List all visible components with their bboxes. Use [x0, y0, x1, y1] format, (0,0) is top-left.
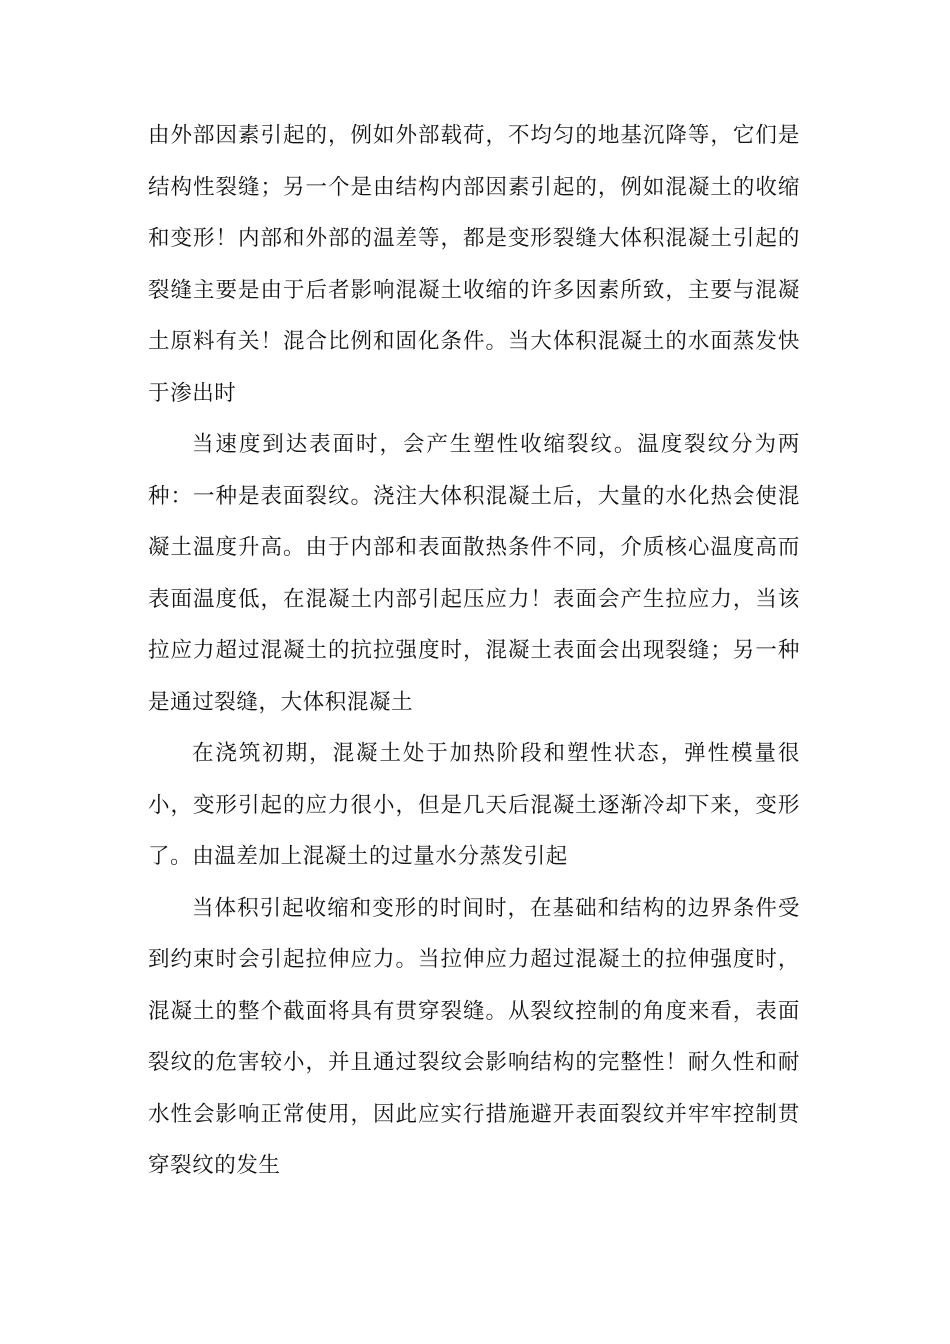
paragraph-4: 当体积引起收缩和变形的时间时，在基础和结构的边界条件受到约束时会引起拉伸应力。当拉伸应力超过混凝土的拉伸强度时，混凝土的整个截面将具有贯穿裂缝。从裂纹控制的角度来看，表面裂纹的危害较小，并且通过裂纹会影响结构的完整性！耐久性和耐水性会影响正常使用，因此应实行措施避开表面裂纹并牢牢控制贯穿裂纹的发生 — [148, 895, 800, 1178]
paragraph-2: 当速度到达表面时，会产生塑性收缩裂纹。温度裂纹分为两种：一种是表面裂纹。浇注大体积混凝土后，大量的水化热会使混凝土温度升高。由于内部和表面散热条件不同，介质核心温度高而表面温度低，在混凝土内部引起压应力！表面会产生拉应力，当该拉应力超过混凝土的抗拉强度时，混凝土表面会出现裂缝；另一种是通过裂缝，大体积混凝土 — [148, 432, 800, 715]
paragraph-3: 在浇筑初期，混凝土处于加热阶段和塑性状态，弹性模量很小，变形引起的应力很小，但是几天后混凝土逐渐冷却下来，变形了。由温差加上混凝土的过量水分蒸发引起 — [148, 741, 800, 869]
paragraph-1: 由外部因素引起的，例如外部载荷，不均匀的地基沉降等，它们是结构性裂缝；另一个是由结构内部因素引起的，例如混凝土的收缩和变形！内部和外部的温差等，都是变形裂缝大体积混凝土引起的裂缝主要是由于后者影响混凝土收缩的许多因素所致，主要与混凝土原料有关！混合比例和固化条件。当大体积混凝土的水面蒸发快于渗出时 — [148, 123, 800, 406]
document-body — [148, 110, 800, 1192]
